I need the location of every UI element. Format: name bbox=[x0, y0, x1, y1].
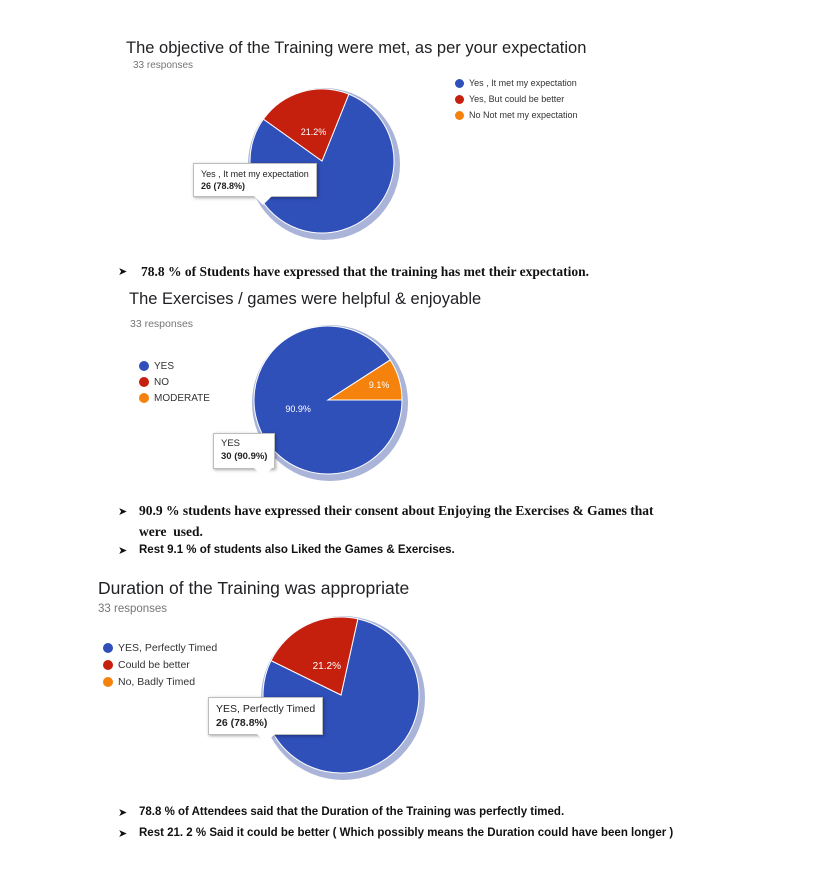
chart2-slice-label: 9.1% bbox=[368, 379, 390, 390]
chart1-title: The objective of the Training were met, as per your expectation bbox=[126, 39, 587, 57]
tooltip-value: 26 (78.8%) bbox=[216, 717, 268, 730]
chart3-title: Duration of the Training was appropriate bbox=[98, 578, 410, 598]
chart3-legend-item-badly-timed bbox=[103, 673, 217, 690]
chart2-legend-item-moderate bbox=[139, 390, 210, 406]
chart3-legend-label: Could be better bbox=[118, 658, 190, 671]
tooltip-tail bbox=[257, 734, 275, 743]
legend-dot-icon bbox=[139, 393, 149, 403]
chart3-slice-label: 21.2% bbox=[312, 660, 341, 672]
legend-dot-icon bbox=[139, 377, 149, 387]
summary-note-3: Rest 9.1 % of students also Liked the Games & Exercises. bbox=[139, 544, 455, 556]
chart1-legend-item-could-be-better bbox=[455, 91, 578, 107]
chart2-tooltip bbox=[213, 433, 275, 469]
chart1-legend-label: Yes, But could be better bbox=[469, 94, 565, 104]
legend-dot-icon bbox=[455, 111, 464, 120]
chart3-legend bbox=[103, 639, 217, 690]
summary-note-2-continued: were used. bbox=[139, 524, 203, 539]
legend-dot-icon bbox=[103, 677, 113, 687]
tooltip-tail bbox=[254, 468, 272, 477]
chart2-title: The Exercises / games were helpful & enjoyable bbox=[129, 290, 482, 308]
legend-dot-icon bbox=[455, 95, 464, 104]
legend-dot-icon bbox=[103, 643, 113, 653]
chart1-legend-item-yes bbox=[455, 75, 578, 91]
summary-note-4: 78.8 % of Attendees said that the Duration of the Training was perfectly timed. bbox=[139, 806, 565, 818]
chart3-legend-label: YES, Perfectly Timed bbox=[118, 641, 218, 654]
chart3-response-count: 33 responses bbox=[98, 603, 168, 615]
chart2-legend-label: NO bbox=[154, 376, 169, 388]
tooltip-value: 30 (90.9%) bbox=[221, 450, 268, 462]
chart1-pie bbox=[237, 76, 407, 246]
chart2-legend-label: MODERATE bbox=[154, 392, 210, 404]
chart2-legend-item-yes bbox=[139, 358, 210, 374]
tooltip-tail bbox=[254, 196, 272, 205]
tooltip-label: Yes , It met my expectation bbox=[201, 169, 309, 179]
bullet-arrow-icon: ➤ bbox=[118, 505, 128, 518]
chart1-legend-label: No Not met my expectation bbox=[469, 110, 578, 120]
chart3-legend-item-perfectly-timed bbox=[103, 639, 217, 656]
chart2-legend-label: YES bbox=[154, 360, 175, 372]
legend-dot-icon bbox=[103, 660, 113, 670]
bullet-arrow-icon: ➤ bbox=[118, 544, 128, 557]
summary-note-1: 78.8 % of Students have expressed that the training has met their expectation. bbox=[141, 264, 589, 279]
tooltip-label: YES, Perfectly Timed bbox=[216, 703, 316, 715]
bullet-arrow-icon: ➤ bbox=[118, 827, 128, 840]
bullet-arrow-icon: ➤ bbox=[118, 265, 128, 278]
chart2-response-count: 33 responses bbox=[130, 318, 194, 330]
chart1-legend-label: Yes , It met my expectation bbox=[469, 78, 577, 88]
chart1-tooltip bbox=[193, 163, 317, 197]
chart3-tooltip bbox=[208, 697, 323, 735]
chart3-legend-label: No, Badly Timed bbox=[118, 675, 196, 688]
chart1-legend bbox=[455, 75, 578, 123]
chart2-slice-label: 90.9% bbox=[285, 403, 311, 414]
chart1-response-count: 33 responses bbox=[133, 60, 194, 71]
bullet-arrow-icon: ➤ bbox=[118, 806, 128, 819]
summary-note-5: Rest 21. 2 % Said it could be better ( Which possibly means the Duration could have been longer ) bbox=[139, 827, 674, 839]
chart2-legend-item-no bbox=[139, 374, 210, 390]
chart2-legend bbox=[139, 358, 210, 406]
tooltip-value: 26 (78.8%) bbox=[201, 181, 246, 192]
chart3-legend-item-could-be-better bbox=[103, 656, 217, 673]
chart1-slice-label: 21.2% bbox=[300, 126, 327, 137]
tooltip-label: YES bbox=[221, 438, 241, 449]
chart3-pie bbox=[251, 605, 431, 785]
chart1-legend-item-no bbox=[455, 107, 578, 123]
legend-dot-icon bbox=[139, 361, 149, 371]
summary-note-2: 90.9 % students have expressed their consent about Enjoying the Exercises & Games that bbox=[139, 503, 654, 518]
legend-dot-icon bbox=[455, 79, 464, 88]
